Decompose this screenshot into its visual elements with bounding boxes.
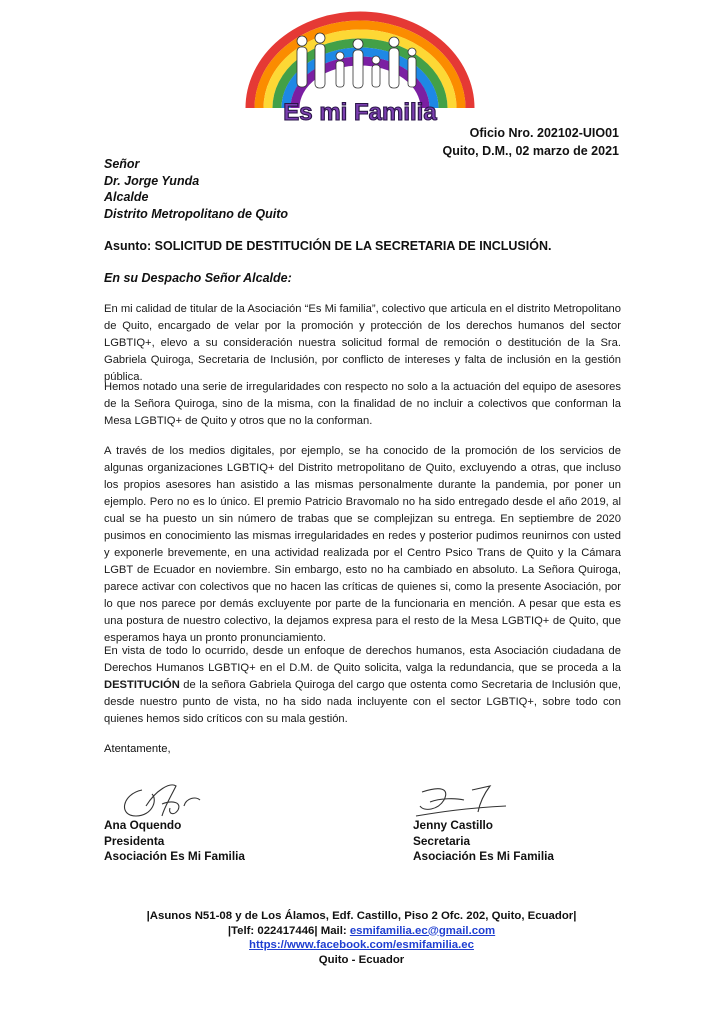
footer-contact [0,924,723,939]
signatory-1 [104,818,245,865]
oficio-number: Oficio Nro. 202102-UIO01 [469,126,619,140]
paragraph-2: Hemos notado una serie de irregularidades con respecto no solo a la actuación del equipo de asesores de la Señora Quiroga, sino de la misma, con la finalidad de no incluir a colectivos que conforman la Mesa LGBTIQ+ de Quito y otros que no la conforman. [104,381,621,427]
paragraph-4-text-b: de la señora Gabriela Quiroga del cargo que ostenta como Secretaria de Inclusión que, desde nuestro punto de vista, no ha sido nada incluyente con el sector LGBTIQ+, sobre todo con quienes hemos sido críticos con su mala gestión. [104,679,621,725]
paragraph-4 [104,643,621,728]
footer-email-link[interactable]: esmifamilia.ec@gmail.com [349,924,496,937]
paragraph-4-emphasis: DESTITUCIÓN [104,679,180,691]
signatory-2-role: Secretaria [413,833,471,848]
closing: Atentamente, [104,743,171,755]
footer-address: |Asunos N51-08 y de Los Álamos, Edf. Castillo, Piso 2 Ofc. 202, Quito, Ecuador| [146,910,577,922]
signatory-2-name: Jenny Castillo [413,818,493,832]
paragraph-1: En mi calidad de titular de la Asociación “Es Mi familia”, colectivo que articula en el distrito Metropolitano de Quito, encargado de velar por la promoción y protección de los derechos humanos del sector LGBTIQ+, elevo a su consideración nuestra solicitud formal de remoción o destitución de la Sra. Gabriela Quiroga, Secretaria de Inclusión, por conflicto de intereses y falta de inclusión en la gestión pública. [104,303,621,383]
signatory-2-org: Asociación Es Mi Familia [413,849,554,863]
addressee-title: Alcalde [104,190,149,204]
footer-city: Quito - Ecuador [318,953,405,966]
logo-text: Es mi Familia [283,99,437,126]
signatory-1-org: Asociación Es Mi Familia [104,849,245,863]
place-date: Quito, D.M., 02 marzo de 2021 [442,144,619,158]
signatory-1-name: Ana Oquendo [104,818,182,832]
reference-block [443,124,619,160]
footer-facebook-link[interactable]: https://www.facebook.com/esmifamilia.ec [249,939,474,951]
addressee-name: Dr. Jorge Yunda [104,173,200,188]
signature-2 [416,786,506,816]
footer [0,909,723,967]
paragraph-4-text-a: En vista de todo lo ocurrido, desde un enfoque de derechos humanos, esta Asociación ciudadana de Derechos Humanos LGBTIQ+ en el D.M. de Quito solicita, valga la redundancia, que se proceda a la [104,645,621,674]
addressee-block [104,156,288,222]
footer-phone: |Telf: 022417446| Mail: [227,924,350,937]
signatory-2 [413,818,554,865]
addressee-salutation: Señor [104,157,140,171]
signatory-1-role: Presidenta [104,833,165,848]
paragraph-3: A través de los medios digitales, por ejemplo, se ha conocido de la promoción de los servicios de algunas organizaciones LGBTIQ+ del Distrito metropolitano de Quito, excluyendo a otras, que incluso los propios asesores han asistido a las mismas personalmente durante la pandemia, por poner un ejemplo. Pero no es lo único. El premio Patricio Bravomalo no ha sido entregado desde el año 2019, al cual se ha puesto un sin número de trabas que se complejizan su entrega. En septiembre de 2020 pusimos en conocimiento las mismas irregularidades en redes y posterior pudimos reunirnos con usted y exponerle brevemente, en una actividad realizada por el Centro Psico Trans de Quito y la Cámara LGBT de Ecuador en noviembre. Sin embargo, esto no ha cambiado en absoluto. La Señora Quiroga, parece activar con colectivos que no hacen las críticas de quienes si, como la presente Asociación, por lo que nos parece por demás excluyente por parte de la funcionaria en mención. A pesar que esta es una postura de nuestro colectivo, la dejamos expresa para el resto de la Mesa LGBTIQ+ de Quito, que esperamos haya un pronto pronunciamiento. [104,445,621,644]
organization-logo [240,8,480,128]
addressee-entity: Distrito Metropolitano de Quito [104,206,289,221]
subject-line: Asunto: SOLICITUD DE DESTITUCIÓN DE LA SECRETARIA DE INCLUSIÓN. [104,239,552,253]
greeting: En su Despacho Señor Alcalde: [104,271,292,285]
